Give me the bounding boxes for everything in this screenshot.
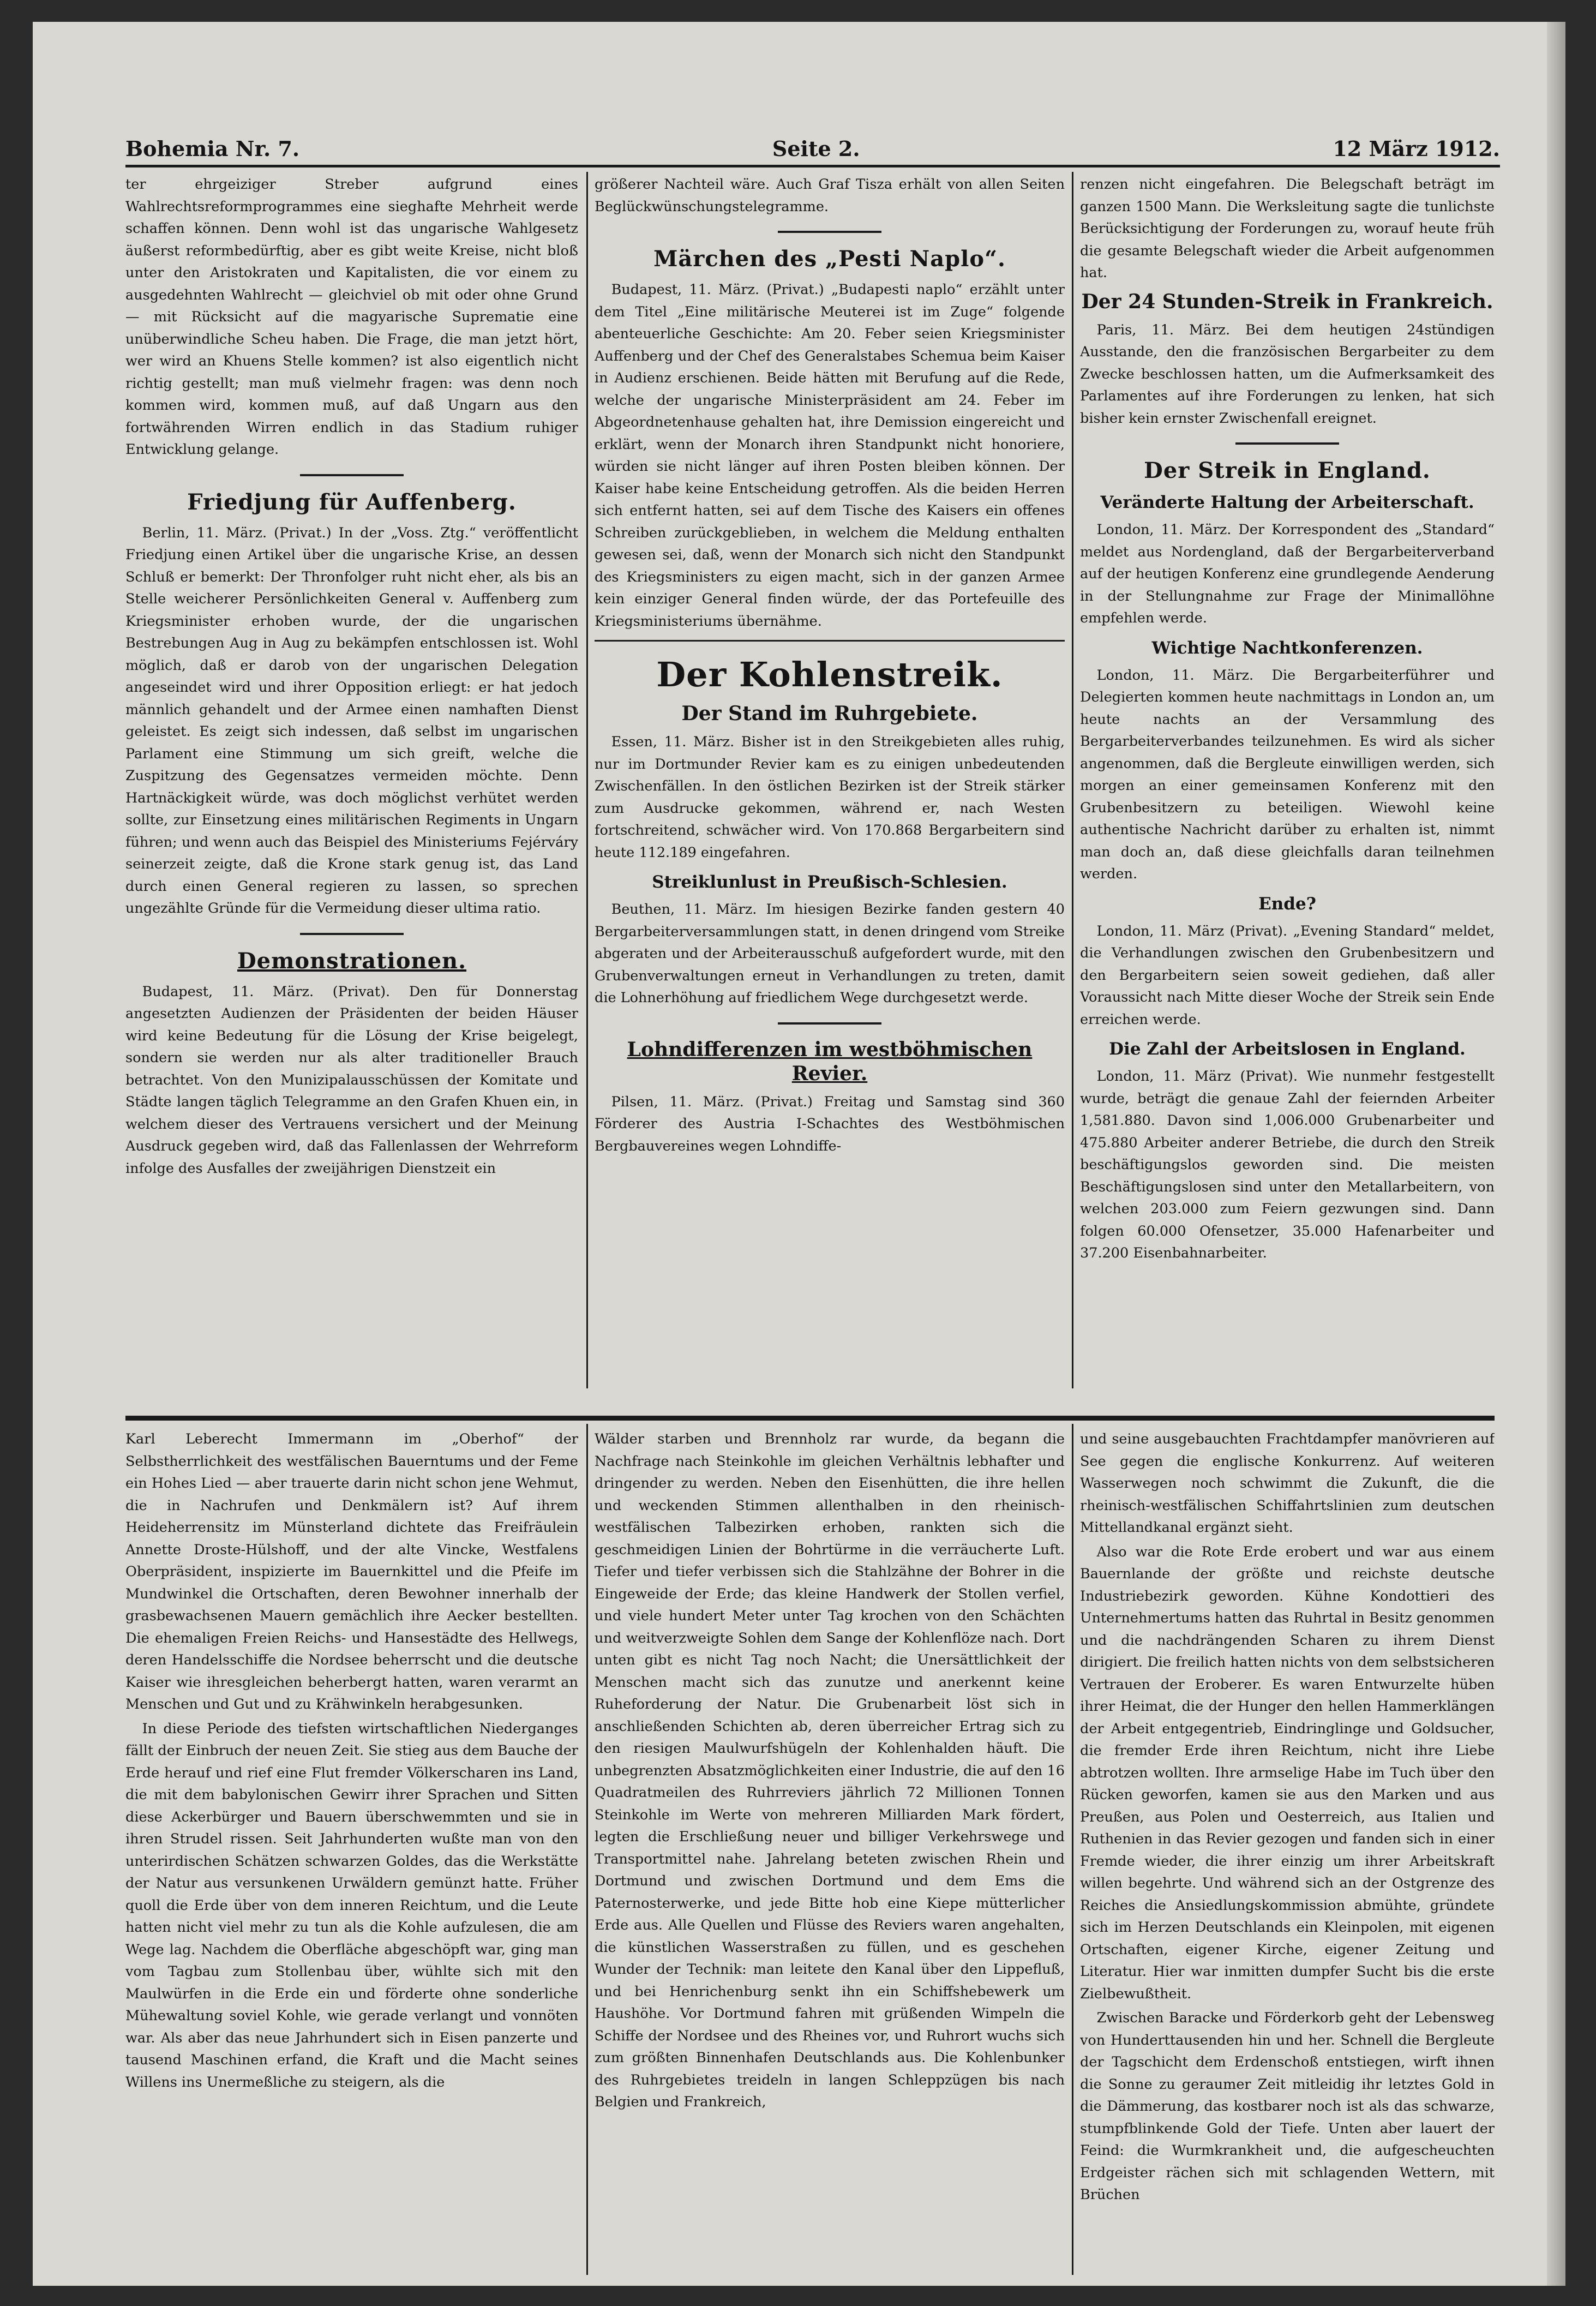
article-text: Budapest, 11. März. (Privat). Den für Donnerstag angesetzten Audienzen der Präsidenten der beiden Häuser wird keine Bedeutung für die Lösung der Krise beigelegt, sondern sie werden nur als alter traditioneller Brauch betrachtet. Von den Munizipalausschüssen der Komitate und Städte langen täglich Telegramme an den Grafen Khuen ein, in welchem dieser des Vertrauens versichert und der Meinung Ausdruck gegeben wird, daß das Fallenlassen der Wehrreform infolge des Ausfalles der zweijährigen Dienstzeit ein: [125, 983, 578, 1177]
feuilleton-text: Karl Leberecht Immermann im „Oberhof“ der Selbstherrlichkeit des westfälischen Bauerntums und der Feme ein Hohes Lied — aber trauerte darin nicht schon jene Wehmut, die in Nachrufen und Denkmälern ist? Auf ihrem Heideherrensitz im Münsterland dichtete das Freifräulein Annette Droste-Hülshoff, und der alte Vincke, Westfalens Oberpräsident, inspizierte im Bauernkittel und die Pfeife im Mundwinkel die Ortschaften, deren Bewohner innerhalb der grasbewachsenen Mauern gemächlich ihre Aecker bestellten. Die ehemaligen Freien Reichs- und Hansestädte des Hellwegs, deren Handelsschiffe die Nordsee beherrscht und die deutsche Kaiser wie ihresgleichen beherbergt hatten, waren verarmt an Menschen und Gut und zu Krähwinkeln herabgesunken.: [125, 1431, 578, 1712]
newspaper-page: [33, 22, 1565, 2286]
article-separator: [300, 474, 404, 476]
subhead-nachtkonferenzen: Wichtige Nachtkonferenzen.: [1151, 638, 1423, 658]
article-separator: [1235, 442, 1339, 445]
article-text: Pilsen, 11. März. (Privat.) Freitag und Samstag sind 360 Förderer des Austria I-Schachtes des Westböhmischen Bergbauvereines wegen Lohndiffe-: [595, 1093, 1065, 1154]
article-separator: [778, 231, 881, 233]
masthead-issue: Bohemia Nr. 7.: [125, 136, 300, 161]
column-1: [125, 173, 578, 1390]
article-text: London, 11. März (Privat). Wie nunmehr festgestellt wurde, beträgt die genaue Zahl der feiernden Arbeiter 1,581.880. Davon sind 1,006.000 Grubenarbeiter und 475.880 Arbeiter anderer Betriebe, die durch den Streik beschäftigungslos geworden sind. Die meisten Beschäftigungslosen sind unter den Metallarbeitern, von welchen 203.000 zum Feiern gezwungen sind. Dann folgen 60.000 Ofensetzer, 35.000 Hafenarbeiter und 37.200 Eisenbahnarbeiter.: [1080, 1068, 1495, 1261]
article-text: ter ehrgeiziger Streber aufgrund eines Wahlrechtsreformprogrammes eine sieghafte Mehrheit werde schaffen können. Denn wohl ist das ungarische Wahlgesetz äußerst reformbedürftig, aber es gibt weite Kreise, nicht bloß unter den Aristokraten und Kapitalisten, die vor einem zu ausgedehnten Wahlrecht — gleichviel ob mit oder ohne Grund — mit Rücksicht auf die magyarische Suprematie eine unüberwindliche Scheu haben. Die Frage, die man jetzt hört, wer wird an Khuens Stelle kommen? ist also eigentlich nicht richtig gestellt; man muß vielmehr fragen: was denn noch kommen wird, kommen muß, auf daß Ungarn aus den fortwährenden Wirren endlich in das Stadium ruhiger Entwicklung gelange.: [125, 176, 578, 458]
section-rule: [595, 640, 1065, 642]
feuilleton-rule: [125, 1416, 1495, 1421]
subhead-schlesien: Streiklunlust in Preußisch-Schlesien.: [652, 872, 1007, 892]
column-rule: [586, 1424, 588, 2275]
feuilleton-text: Wälder starben und Brennholz rar wurde, da begann die Nachfrage nach Steinkohle im gleichen Verhältnis lebhafter und dringender zu werden. Neben den Eisenhütten, die ihre hellen und weckenden Stimmen allenthalben in den rheinisch-westfälischen Talbezirken erhoben, rankten sich die geschmeidigen Linien der Bohrtürme in die verräucherte Luft. Tiefer und tiefer verbissen sich die Stahlzähne der Bohrer in die Eingeweide der Erde; das kleine Handwerk der Stollen verfiel, und viele hundert Meter unter Tag krochen von den Schächten und weitverzweigte Sohlen dem Sange der Kohlenflöze nach. Dort unten gibt es nicht Tag noch Nacht; die Unersättlichkeit der Menschen macht sich das zunutze und anerkennt keine Ruheforderung der Natur. Die Grubenarbeit löst sich in anschließenden Schichten ab, deren überreicher Ertrag sich zu den riesigen Maulwurfshügeln der Kohlenhalden häuft. Die unbegrenzten Absatzmöglichkeiten einer Industrie, die auf den 16 Quadratmeilen des Ruhrreviers jährlich 72 Millionen Tonnen Steinkohle im Werte von mehreren Milliarden Mark fördert, legten die Erschließung neuer und billiger Verkehrswege und Transportmittel nahe. Jahrelang beteten zwischen Rhein und Dortmund und zwischen Dortmund und dem Ems die Paternosterwerke, und jede Bitte hob eine Kiepe mütterlicher Erde aus. Alle Quellen und Flüsse des Reviers waren angehalten, die künstlichen Wasserstraßen zu füllen, und es geschehen Wunder der Technik: man leitete den Kanal über den Lippefluß, und bei Henrichenburg senkt ihn ein Schiffshebewerk um Haushöhe. Vor Dortmund fahren mit grüßenden Wimpeln die Schiffe der Nordsee und des Rheines vor, und Ruhrort wuchs sich zum größten Binnenhafen Deutschlands aus. Die Kohlenbunker des Ruhrgebietes treideln in langen Schleppzügen bis nach Belgien und Frankreich,: [595, 1431, 1065, 2110]
feuilleton-column-3: [1080, 1428, 1495, 2279]
headline-demonstrationen: Demonstrationen.: [237, 948, 467, 974]
column-2: [595, 173, 1065, 1390]
article-text: renzen nicht eingefahren. Die Belegschaft beträgt im ganzen 1500 Mann. Die Werksleitung sagte die tunlichste Berücksichtigung der Forderungen zu, worauf heute früh die gesamte Belegschaft wieder die Arbeit aufgenommen hat.: [1080, 176, 1495, 281]
subhead-haltung: Veränderte Haltung der Arbeiterschaft.: [1100, 493, 1474, 512]
article-text: London, 11. März (Privat). „Evening Standard“ meldet, die Verhandlungen zwischen den Grubenbesitzern und den Bergarbeitern seien soweit gediehen, daß aller Voraussicht nach Mitte dieser Woche der Streik sein Ende erreichen werde.: [1080, 923, 1495, 1028]
article-text: London, 11. März. Der Korrespondent des „Standard“ meldet aus Nordengland, daß der Bergarbeiterverband auf der heutigen Konferenz eine grundlegende Aenderung in der Stellungnahme zur Frage der Minimallöhne empfehlen werde.: [1080, 522, 1495, 626]
column-rule: [1072, 1424, 1073, 2275]
article-text: größerer Nachteil wäre. Auch Graf Tisza erhält von allen Seiten Beglückwünschungstelegramme.: [595, 176, 1065, 215]
article-text: Budapest, 11. März. (Privat.) „Budapesti naplo“ erzählt unter dem Titel „Eine militärische Meuterei ist im Zuge“ folgende abenteuerliche Geschichte: Am 20. Feber seien Kriegsminister Auffenberg und der Chef des Generalstabes Schemua beim Kaiser in Audienz erschienen. Beide hätten mit Berufung auf die Rede, welche der ungarische Ministerpräsident am 24. Feber im Abgeordnetenhause gehalten hat, ihre Demission eingereicht und erklärt, wenn der Monarch ihren Standpunkt nicht honoriere, würden sie nicht länger auf ihren Posten bleiben können. Der Kaiser habe keine Entscheidung getroffen. Als die beiden Herren sich entfernt hatten, sei auf dem Tische des Kaisers ein offenes Schreiben zurückgeblieben, in welchem die Meldung enthalten gewesen sei, daß, wenn der Monarch sich nicht den Standpunkt des Kriegsministers zu eigen macht, sich in der ganzen Armee kein einziger General finden würde, der das Portefeuille des Kriegsministeriums übernähme.: [595, 281, 1065, 630]
feuilleton-text: Also war die Rote Erde erobert und war aus einem Bauernlande der größte und reichste deutsche Industriebezirk geworden. Kühne Kondottieri des Unternehmertums hatten das Ruhrtal in Besitz genommen und die nachdrängenden Scharen zu ihrem Dienst dirigiert. Die freilich hatten nichts von dem selbstsicheren Vertrauen der Eroberer. Es waren Entwurzelte hüben ihrer Heimat, die der Hunger den hellen Hammerklängen der Arbeit entgegentrieb, Eindringlinge und Goldsucher, die fremder Erde ihren Reichtum, nicht ihre Liebe abtrotzen wollten. Ihre armselige Habe im Tuch über den Rücken geworfen, kamen sie aus den Marken und aus Preußen, aus Polen und Oesterreich, aus Italien und Ruthenien in das Revier gezogen und fanden sich in einer Fremde wieder, die ihrer einzig um ihrer Arbeitskraft willen begehrte. Und während sich an der Ostgrenze des Reiches die Ansiedlungskommission abmühte, gründete sich im Herzen Deutschlands ein Kleinpolen, mit eigenen Ortschaften, eigener Kirche, eigener Zeitung und Literatur. Hier war inmitten dumpfer Sucht bis die erste Zielbewußtheit.: [1080, 1543, 1495, 2002]
article-separator: [300, 933, 404, 935]
headline-maerchen: Märchen des „Pesti Naplo“.: [653, 246, 1006, 272]
headline-england: Der Streik in England.: [1144, 458, 1431, 483]
column-rule: [586, 172, 588, 1388]
headline-frankreich: Der 24 Stunden-Streik in Frankreich.: [1081, 290, 1493, 313]
article-text: London, 11. März. Die Bergarbeiterführer und Delegierten kommen heute nachmittags in London an, um heute nachts an der Versammlung des Bergarbeiterverbandes teilzunehmen. Es wird als sicher angenommen, daß die Bergleute einwilligen werden, sich morgen an einer gemeinsamen Konferenz mit den Grubenbesitzern zu beteiligen. Wiewohl keine authentische Nachricht darüber zu erhalten ist, nimmt man doch an, daß diese gleichfalls daran teilnehmen werden.: [1080, 667, 1495, 882]
masthead: [125, 123, 1500, 161]
article-text: Paris, 11. März. Bei dem heutigen 24stündigen Ausstande, den die französischen Bergarbeiter zu dem Zwecke beschlossen hatten, um die Aufmerksamkeit des Parlamentes auf ihre Forderungen zu lenken, hat sich bisher kein ernster Zwischenfall ereignet.: [1080, 321, 1495, 427]
masthead-date: 12 März 1912.: [1333, 136, 1500, 161]
subhead-arbeitslose: Die Zahl der Arbeitslosen in England.: [1109, 1039, 1466, 1059]
column-3: [1080, 173, 1495, 1390]
subhead-lohndifferenzen: Lohndifferenzen im westböhmischen Revier.: [627, 1038, 1033, 1085]
subhead-ruhrgebiet: Der Stand im Ruhrgebiete.: [681, 702, 978, 725]
headline-friedjung: Friedjung für Auffenberg.: [187, 489, 517, 515]
masthead-rule: [125, 165, 1500, 167]
feuilleton-column-2: [595, 1428, 1065, 2279]
scan-edge: [1547, 22, 1565, 2286]
subhead-ende: Ende?: [1258, 894, 1316, 914]
feuilleton-column-1: [125, 1428, 578, 2279]
article-text: Berlin, 11. März. (Privat.) In der „Voss. Ztg.“ veröffentlicht Friedjung einen Artikel über die ungarische Krise, an dessen Schluß er bemerkt: Der Thronfolger ruht nicht eher, als bis an Stelle weicherer Persönlichkeiten General v. Auffenberg zum Kriegsminister erhoben wurde, der die ungarischen Bestrebungen Aug in Aug zu bekämpfen entschlossen ist. Wohl möglich, daß er darob von der ungarischen Delegation angeseindet wird und ihrer Opposition erliegt: er hat jedoch männlich gehandelt und der Armee einen namhaften Dienst geleistet. Es zeigt sich indessen, daß selbst im ungarischen Parlament eine Stimmung um sich greift, welche die Zuspitzung des Gegensatzes vermeiden möchte. Denn Hartnäckigkeit würde, was doch möglichst verhütet werden sollte, zur Einsetzung eines militärischen Regiments in Ungarn führen; und wenn auch das Beispiel des Ministeriums Fejérváry seinerzeit zeigte, daß die Krone stark genug ist, das Land durch einen General regieren zu lassen, so sprechen ungezählte Gründe für die Vermeidung dieser ultima ratio.: [125, 524, 578, 917]
column-rule: [1072, 172, 1073, 1388]
headline-kohlenstreik: Der Kohlenstreik.: [656, 655, 1003, 694]
feuilleton-text: In diese Periode des tiefsten wirtschaftlichen Niederganges fällt der Einbruch der neuen Zeit. Sie stieg aus dem Bauche der Erde herauf und rief eine Flut fremder Völkerscharen ins Land, die mit dem babylonischen Gewirr ihrer Sprachen und Sitten diese Ackerbürger und Bauern überschwemmten und sie in ihren Strudel rissen. Seit Jahrhunderten wußte man von den unterirdischen Schätzen schwarzen Goldes, das die Werkstätte der Natur aus versunkenen Urwäldern gemünzt hatte. Früher quoll die Erde über von dem inneren Reichtum, und die Leute hatten nicht viel mehr zu tun als die Kohle aufzulesen, die am Wege lag. Nachdem die Oberfläche abgeschöpft war, ging man vom Tagbau zum Stollenbau über, wühlte sich mit den Maulwürfen in die Erde ein und förderte ohne sonderliche Mühewaltung soviel Kohle, wie gerade verlangt und vonnöten war. Als aber das neue Jahrhundert sich in Eisen panzerte und tausend Maschinen erfand, die Kraft und die Macht seines Willens ins Unermeßliche zu steigern, als die: [125, 1720, 578, 2091]
feuilleton-text: Zwischen Baracke und Förderkorb geht der Lebensweg von Hunderttausenden hin und her. Schnell die Bergleute der Tagschicht dem Erdenschoß entstiegen, wirft ihnen die Sonne zu geraumer Zeit mitleidig ihr letztes Gold in die Dämmerung, das kostbarer noch ist als das schwarze, stumpfblinkende Gold der Tiefe. Unten aber lauert der Feind: die Wurmkrankheit und, die aufgescheuchten Erdgeister rächen sich mit schlagenden Wettern, mit Brüchen: [1080, 2010, 1495, 2203]
article-separator: [778, 1022, 881, 1025]
article-text: Essen, 11. März. Bisher ist in den Streikgebieten alles ruhig, nur im Dortmunder Revier kam es zu einigen unbedeutenden Zwischenfällen. In den östlichen Bezirken ist der Streik stärker zum Ausdrucke gekommen, während er, nach Westen fortschreitend, schwächer wird. Von 170.868 Bergarbeitern sind heute 112.189 eingefahren.: [595, 734, 1065, 861]
article-text: Beuthen, 11. März. Im hiesigen Bezirke fanden gestern 40 Bergarbeiterversammlungen statt, in denen dringend vom Streike abgeraten und der Arbeiterausschuß aufgefordert wurde, mit den Grubenverwaltungen erneut in Verhandlungen zu treten, damit die Lohnerhöhung auf friedlichem Wege durchgesetzt werde.: [595, 901, 1065, 1006]
feuilleton-text: und seine ausgebauchten Frachtdampfer manövrieren auf See gegen die englische Konkurrenz. Auf weiteren Wasserwegen noch schwimmt die Zukunft, die die rheinisch-westfälischen Schiffahrtslinien zum deutschen Mittellandkanal ergänzt sieht.: [1080, 1431, 1495, 1536]
masthead-page: Seite 2.: [772, 136, 860, 161]
